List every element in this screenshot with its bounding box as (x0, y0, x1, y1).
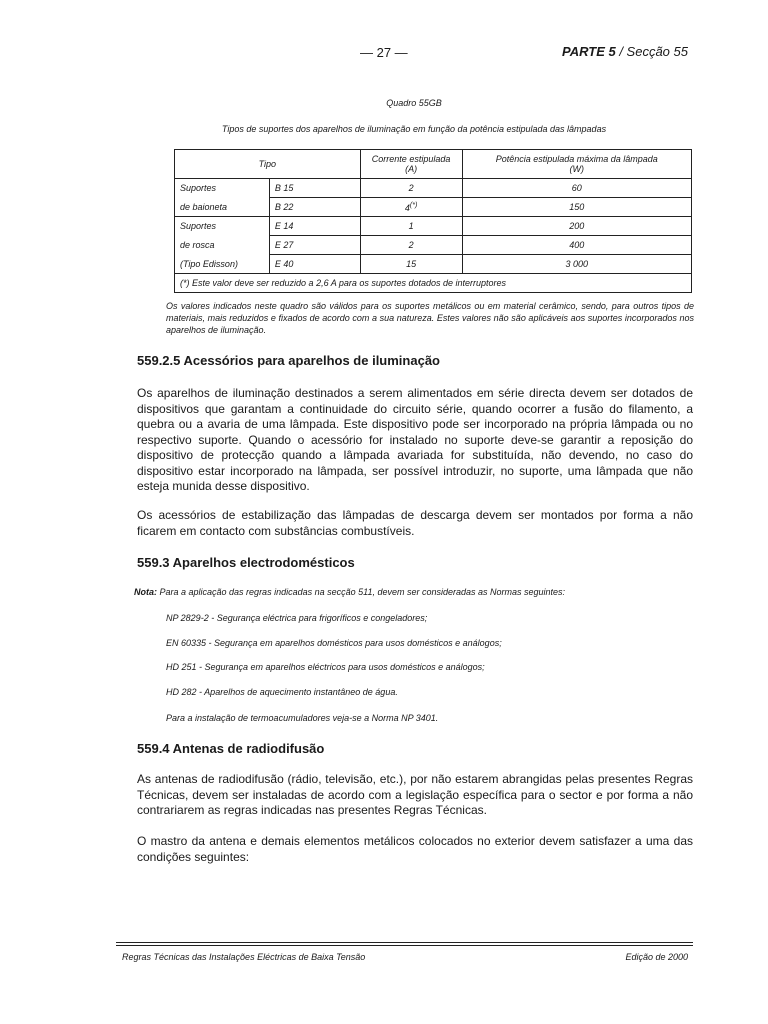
row-current: 15 (360, 255, 462, 274)
row-group: de baioneta (175, 198, 270, 217)
footer-rule-bottom (116, 945, 693, 946)
part-label: PARTE 5 (562, 44, 616, 59)
table-row (175, 255, 692, 274)
row-current: 4 (404, 202, 410, 213)
page-number: — 27 — (360, 45, 408, 60)
footer-edition: Edição de 2000 (625, 952, 688, 962)
header-potencia (462, 150, 692, 179)
row-power: 3 000 (462, 255, 692, 274)
paragraph-559-4-1: As antenas de radiodifusão (rádio, televisão, etc.), por não estarem abrangidas pelas presentes Regras Técnicas, devem ser instaladas de acordo com a legislação específica para o sector e por forma a não contrariarem as regras indicadas nas presentes Regras Técnicas. (137, 772, 693, 817)
row-group: (Tipo Edisson) (175, 255, 270, 274)
paragraph-559-2-5-2: Os acessórios de estabilização das lâmpadas de descarga devem ser montados por forma a não ficarem em contacto com substâncias combustíveis. (137, 508, 693, 538)
table-note: Os valores indicados neste quadro são válidos para os suportes metálicos ou em material cerâmico, sendo, para outros tipos de materiais, mais reduzidos e fixados de acordo com a sua natureza. Estes valores não são aplicáveis aos suportes incorporados nos aparelhos de iluminação. (166, 301, 694, 335)
row-code: E 14 (269, 217, 360, 236)
row-power: 150 (462, 198, 692, 217)
norm-item: HD 282 - Aparelhos de aquecimento instantâneo de água. (166, 687, 398, 697)
header-corrente (360, 150, 462, 179)
row-code: B 22 (269, 198, 360, 217)
table-subtitle: Tipos de suportes dos aparelhos de iluminação em função da potência estipulada das lâmpadas (221, 124, 607, 134)
table-footnote-row (175, 274, 692, 293)
table-header-row (175, 150, 692, 179)
table-row (175, 236, 692, 255)
lamp-holder-table (174, 149, 692, 293)
row-group: Suportes (175, 217, 270, 236)
row-power: 200 (462, 217, 692, 236)
row-current: 1 (360, 217, 462, 236)
nota-label: Nota: (134, 587, 157, 597)
row-current-cell (360, 198, 462, 217)
header-corrente-label: Corrente estipulada (371, 154, 451, 164)
header-potencia-label: Potência estipulada máxima da lâmpada (495, 154, 658, 164)
row-current: 2 (360, 179, 462, 198)
row-code: E 40 (269, 255, 360, 274)
row-group: de rosca (175, 236, 270, 255)
heading-559-3: 559.3 Aparelhos electrodomésticos (137, 555, 355, 570)
norm-item: Para a instalação de termoacumuladores veja-se a Norma NP 3401. (166, 713, 439, 723)
row-code: E 27 (269, 236, 360, 255)
paragraph-559-4-2: O mastro da antena e demais elementos metálicos colocados no exterior devem satisfazer a uma das condições seguintes: (137, 834, 693, 864)
table-row (175, 179, 692, 198)
part-section-header (562, 44, 688, 59)
nota-text: Para a aplicação das regras indicadas na secção 511, devem ser consideradas as Normas seguintes: (157, 587, 566, 597)
header-potencia-unit: (W) (569, 164, 584, 174)
row-current-footnote-mark: (*) (409, 201, 418, 209)
norm-item: EN 60335 - Segurança em aparelhos domésticos para usos domésticos e análogos; (166, 638, 502, 648)
norm-item: NP 2829-2 - Segurança eléctrica para frigoríficos e congeladores; (166, 613, 428, 623)
row-group: Suportes (175, 179, 270, 198)
table-row (175, 217, 692, 236)
table-row (175, 198, 692, 217)
row-power: 400 (462, 236, 692, 255)
paragraph-559-2-5-1: Os aparelhos de iluminação destinados a serem alimentados em série directa devem ser dotados de dispositivos que garantam a continuidade do circuito série, quando ocorrer a fusão do filamento, a quebra ou a avaria de uma lâmpada. Este dispositivo pode ser incorporado na própria lâmpada ou no respectivo suporte. Quando o acessório for instalado no suporte deve-se garantir a reposição do dispositivo de protecção quando a lâmpada avariada for substituída, não devendo, no caso do dispositivo estar incorporado na lâmpada, ser possível introduzir, no suporte, uma lâmpada que não esteja munida desse dispositivo. (137, 386, 693, 493)
heading-559-4: 559.4 Antenas de radiodifusão (137, 741, 325, 756)
nota-line (134, 587, 565, 597)
table-footnote: (*) Este valor deve ser reduzido a 2,6 A para os suportes dotados de interruptores (175, 274, 692, 293)
norm-item: HD 251 - Segurança em aparelhos eléctricos para usos domésticos e análogos; (166, 662, 485, 672)
row-power: 60 (462, 179, 692, 198)
table-title: Quadro 55GB (386, 98, 442, 108)
row-code: B 15 (269, 179, 360, 198)
footer-title: Regras Técnicas das Instalações Eléctricas de Baixa Tensão (122, 952, 366, 962)
footer-rule-top (116, 942, 693, 943)
row-current: 2 (360, 236, 462, 255)
header-corrente-unit: (A) (405, 164, 418, 174)
header-tipo: Tipo (175, 150, 361, 179)
section-label: / Secção 55 (615, 44, 688, 59)
heading-559-2-5: 559.2.5 Acessórios para aparelhos de iluminação (137, 353, 440, 368)
